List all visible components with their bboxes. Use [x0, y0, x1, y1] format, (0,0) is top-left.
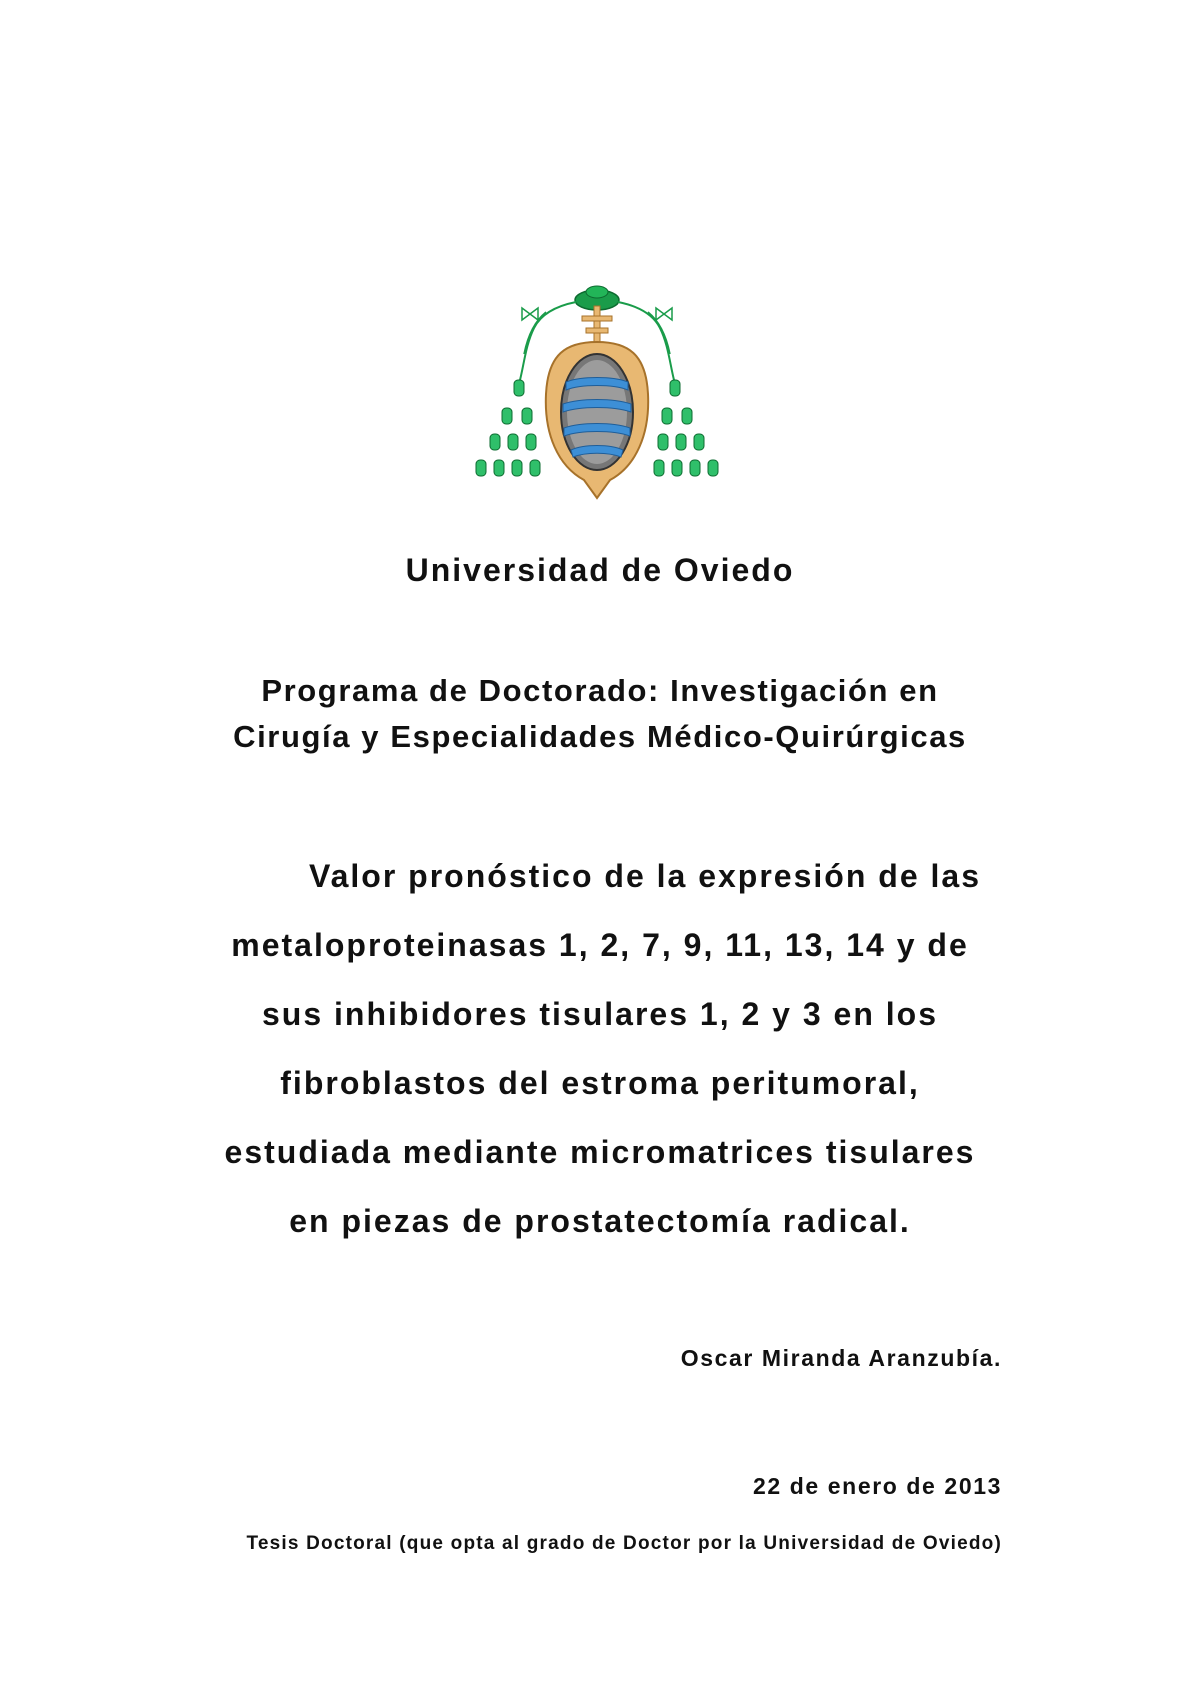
defense-date: 22 de enero de 2013: [752, 1473, 1002, 1499]
thesis-note: Tesis Doctoral (que opta al grado de Doctor por la Universidad de Oviedo): [246, 1533, 1002, 1554]
program-line-2: Cirugía y Especialidades Médico-Quirúrgicas: [233, 719, 967, 754]
program-line-1: Programa de Doctorado: Investigación en: [261, 673, 939, 708]
thesis-title-line: metaloproteinasas 1, 2, 7, 9, 11, 13, 14 y de: [231, 927, 969, 963]
thesis-title: [150, 856, 1050, 1270]
thesis-title-line: Valor pronóstico de la expresión de las: [309, 858, 981, 894]
university-name: Universidad de Oviedo: [405, 552, 795, 588]
thesis-title-line: sus inhibidores tisulares 1, 2 y 3 en los: [262, 996, 938, 1032]
thesis-title-line: estudiada mediante micromatrices tisulares: [224, 1134, 976, 1170]
thesis-title-line: fibroblastos del estroma peritumoral,: [280, 1065, 920, 1101]
doctoral-program: [150, 668, 1050, 760]
author-name: Oscar Miranda Aranzubía.: [680, 1345, 1002, 1371]
university-coat-of-arms-icon: [466, 284, 728, 522]
thesis-title-line: en piezas de prostatectomía radical.: [289, 1203, 911, 1239]
